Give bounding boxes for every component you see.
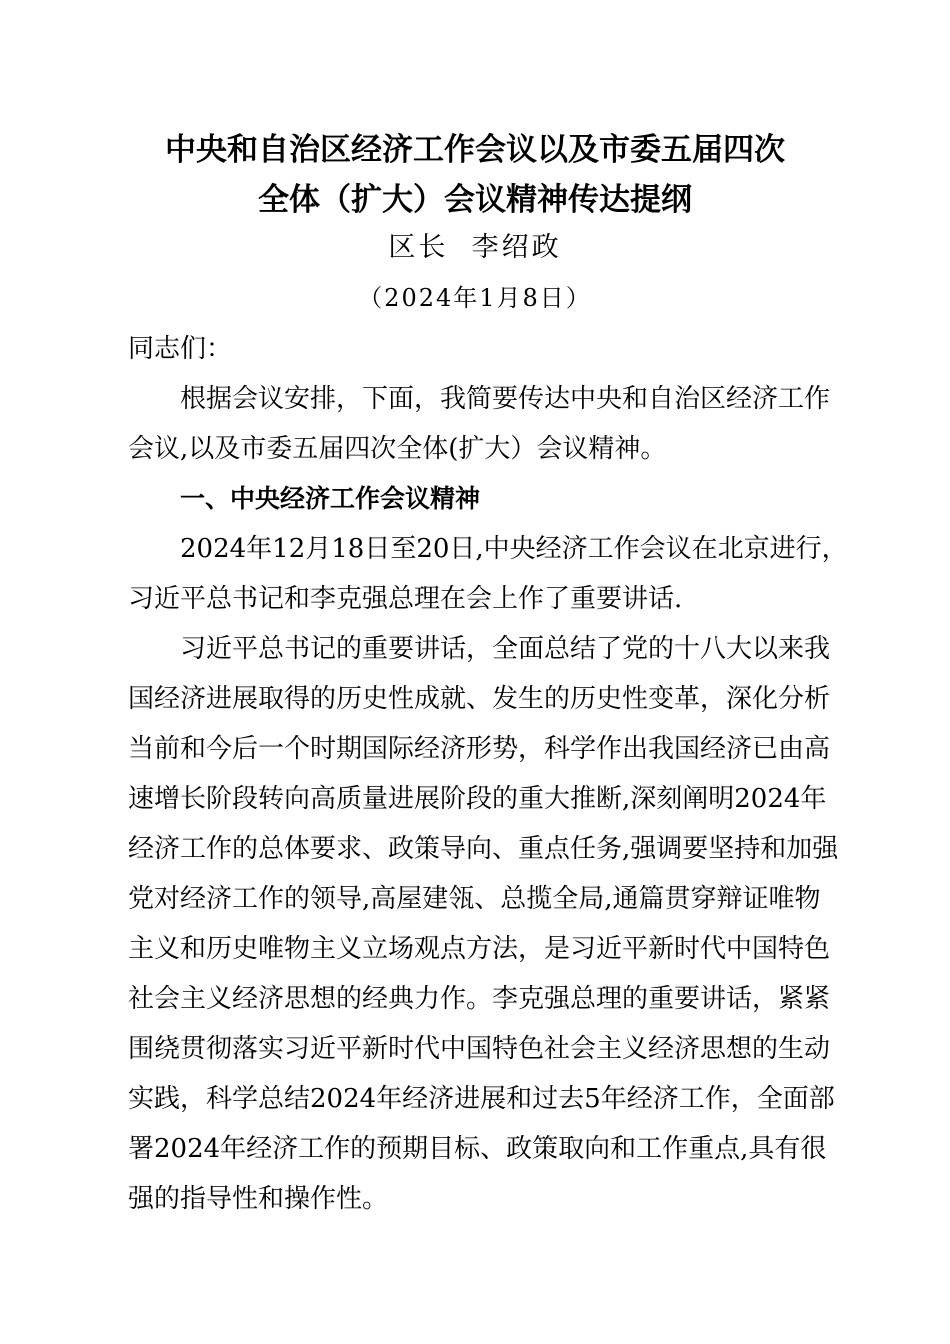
date-line: （2024年1月8日） (358, 284, 592, 312)
paragraph2-line: 习近平总书记和李克强总理在会上作了重要讲话. (128, 584, 683, 614)
paragraph3-line: 围绕贯彻落实习近平新时代中国特色社会主义经济思想的生动 (128, 1034, 831, 1064)
paragraph3-line: 社会主义经济思想的经典力作。李克强总理的重要讲话，紧紧 (128, 984, 831, 1014)
paragraph3-line: 速增长阶段转向高质量进展阶段的重大推断,深刻阐明2024年 (128, 784, 827, 814)
document-title-line2: 全体（扩大）会议精神传达提纲 (258, 182, 692, 218)
paragraph3-line: 署2024年经济工作的预期目标、政策取向和工作重点,具有很 (128, 1134, 827, 1164)
author-line: 区长 李绍政 (388, 232, 562, 263)
salutation: 同志们： (128, 334, 233, 364)
paragraph3-line: 党对经济工作的领导,高屋建瓴、总揽全局,通篇贯穿辩证唯物 (128, 884, 821, 914)
paragraph3-line: 习近平总书记的重要讲话，全面总结了党的十八大以来我 (180, 634, 831, 664)
paragraph3-line: 国经济进展取得的历史性成就、发生的历史性变革，深化分析 (128, 684, 831, 714)
section-heading: 一、中央经济工作会议精神 (180, 484, 481, 513)
document-title-line1: 中央和自治区经济工作会议以及市委五届四次 (165, 132, 785, 168)
paragraph3-line: 实践，科学总结2024年经济进展和过去5年经济工作，全面部 (128, 1084, 835, 1114)
paragraph3-line: 经济工作的总体要求、政策导向、重点任务,强调要坚持和加强 (128, 834, 839, 864)
paragraph3-line: 主义和历史唯物主义立场观点方法，是习近平新时代中国特色 (128, 934, 831, 964)
paragraph3-line: 强的指导性和操作性。 (128, 1184, 389, 1214)
paragraph1-line: 根据会议安排，下面，我简要传达中央和自治区经济工作 (180, 384, 831, 414)
paragraph2-line: 2024年12月18日至20日,中央经济工作会议在北京进行， (180, 534, 848, 564)
paragraph1-line: 会议,以及市委五届四次全体(扩大）会议精神。 (128, 434, 667, 464)
paragraph3-line: 当前和今后一个时期国际经济形势，科学作出我国经济已由高 (128, 734, 831, 764)
